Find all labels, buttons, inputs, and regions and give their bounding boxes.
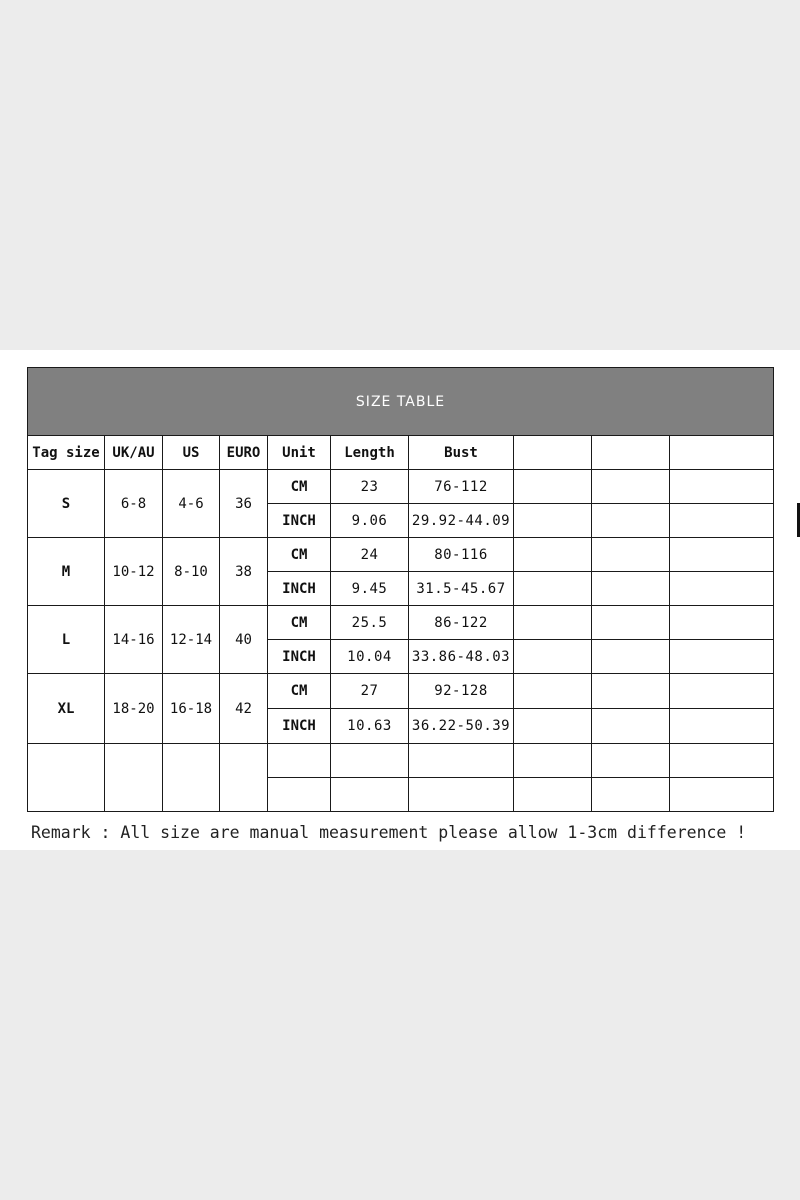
empty-cell xyxy=(268,744,331,778)
empty-cell xyxy=(670,778,774,812)
empty-cell xyxy=(670,744,774,778)
size-table xyxy=(27,367,774,812)
empty-cell xyxy=(592,640,670,674)
tag-size-cell: L xyxy=(28,606,105,674)
length-cell: 10.63 xyxy=(331,709,409,744)
unit-cell: CM xyxy=(268,606,331,640)
empty-cell xyxy=(592,709,670,744)
empty-cell xyxy=(409,778,514,812)
unit-cell: INCH xyxy=(268,640,331,674)
empty-cell xyxy=(514,606,592,640)
unit-cell: CM xyxy=(268,470,331,504)
tag-size-cell: S xyxy=(28,470,105,538)
empty-cell xyxy=(592,504,670,538)
empty-cell xyxy=(220,744,268,812)
table-row xyxy=(28,470,774,504)
header-row xyxy=(28,436,774,470)
us-cell: 16-18 xyxy=(163,674,220,744)
tag-size-cell: M xyxy=(28,538,105,606)
us-cell: 4-6 xyxy=(163,470,220,538)
empty-cell xyxy=(331,778,409,812)
empty-cell xyxy=(670,538,774,572)
empty-cell xyxy=(514,572,592,606)
remark-text: Remark : All size are manual measurement please allow 1-3cm difference ! xyxy=(31,823,747,842)
empty-cell xyxy=(514,674,592,709)
empty-cell xyxy=(670,436,774,470)
empty-cell xyxy=(514,709,592,744)
bust-cell: 76-112 xyxy=(409,470,514,504)
euro-cell: 40 xyxy=(220,606,268,674)
bust-cell: 36.22-50.39 xyxy=(409,709,514,744)
bust-cell: 92-128 xyxy=(409,674,514,709)
table-title: SIZE TABLE xyxy=(28,368,774,436)
empty-cell xyxy=(592,674,670,709)
empty-cell xyxy=(514,778,592,812)
uk-au-cell: 6-8 xyxy=(105,470,163,538)
empty-cell xyxy=(105,744,163,812)
table-row xyxy=(28,674,774,709)
empty-cell xyxy=(514,504,592,538)
uk-au-cell: 10-12 xyxy=(105,538,163,606)
bust-cell: 29.92-44.09 xyxy=(409,504,514,538)
length-cell: 9.06 xyxy=(331,504,409,538)
header-tag-size: Tag size xyxy=(28,436,105,470)
euro-cell: 38 xyxy=(220,538,268,606)
empty-cell xyxy=(331,744,409,778)
empty-cell xyxy=(592,470,670,504)
empty-cell xyxy=(670,470,774,504)
header-length: Length xyxy=(331,436,409,470)
unit-cell: INCH xyxy=(268,504,331,538)
unit-cell: INCH xyxy=(268,709,331,744)
empty-cell xyxy=(670,572,774,606)
header-uk-au: UK/AU xyxy=(105,436,163,470)
uk-au-cell: 14-16 xyxy=(105,606,163,674)
length-cell: 9.45 xyxy=(331,572,409,606)
empty-cell xyxy=(268,778,331,812)
header-euro: EURO xyxy=(220,436,268,470)
empty-cell xyxy=(163,744,220,812)
bust-cell: 33.86-48.03 xyxy=(409,640,514,674)
empty-cell xyxy=(28,744,105,812)
empty-cell xyxy=(514,436,592,470)
unit-cell: INCH xyxy=(268,572,331,606)
empty-cell xyxy=(670,606,774,640)
header-unit: Unit xyxy=(268,436,331,470)
us-cell: 12-14 xyxy=(163,606,220,674)
length-cell: 27 xyxy=(331,674,409,709)
empty-row xyxy=(28,744,774,778)
unit-cell: CM xyxy=(268,674,331,709)
bust-cell: 80-116 xyxy=(409,538,514,572)
uk-au-cell: 18-20 xyxy=(105,674,163,744)
length-cell: 25.5 xyxy=(331,606,409,640)
empty-cell xyxy=(514,640,592,674)
empty-cell xyxy=(592,606,670,640)
unit-cell: CM xyxy=(268,538,331,572)
header-bust: Bust xyxy=(409,436,514,470)
empty-cell xyxy=(514,744,592,778)
empty-cell xyxy=(514,538,592,572)
empty-cell xyxy=(409,744,514,778)
empty-cell xyxy=(592,778,670,812)
empty-cell xyxy=(670,504,774,538)
length-cell: 24 xyxy=(331,538,409,572)
us-cell: 8-10 xyxy=(163,538,220,606)
bust-cell: 31.5-45.67 xyxy=(409,572,514,606)
header-us: US xyxy=(163,436,220,470)
euro-cell: 36 xyxy=(220,470,268,538)
table-row xyxy=(28,538,774,572)
tag-size-cell: XL xyxy=(28,674,105,744)
length-cell: 10.04 xyxy=(331,640,409,674)
empty-cell xyxy=(670,674,774,709)
euro-cell: 42 xyxy=(220,674,268,744)
empty-cell xyxy=(514,470,592,504)
empty-cell xyxy=(592,436,670,470)
bust-cell: 86-122 xyxy=(409,606,514,640)
length-cell: 23 xyxy=(331,470,409,504)
empty-cell xyxy=(592,744,670,778)
table-row xyxy=(28,606,774,640)
empty-cell xyxy=(592,538,670,572)
empty-cell xyxy=(670,640,774,674)
empty-cell xyxy=(592,572,670,606)
empty-cell xyxy=(670,709,774,744)
